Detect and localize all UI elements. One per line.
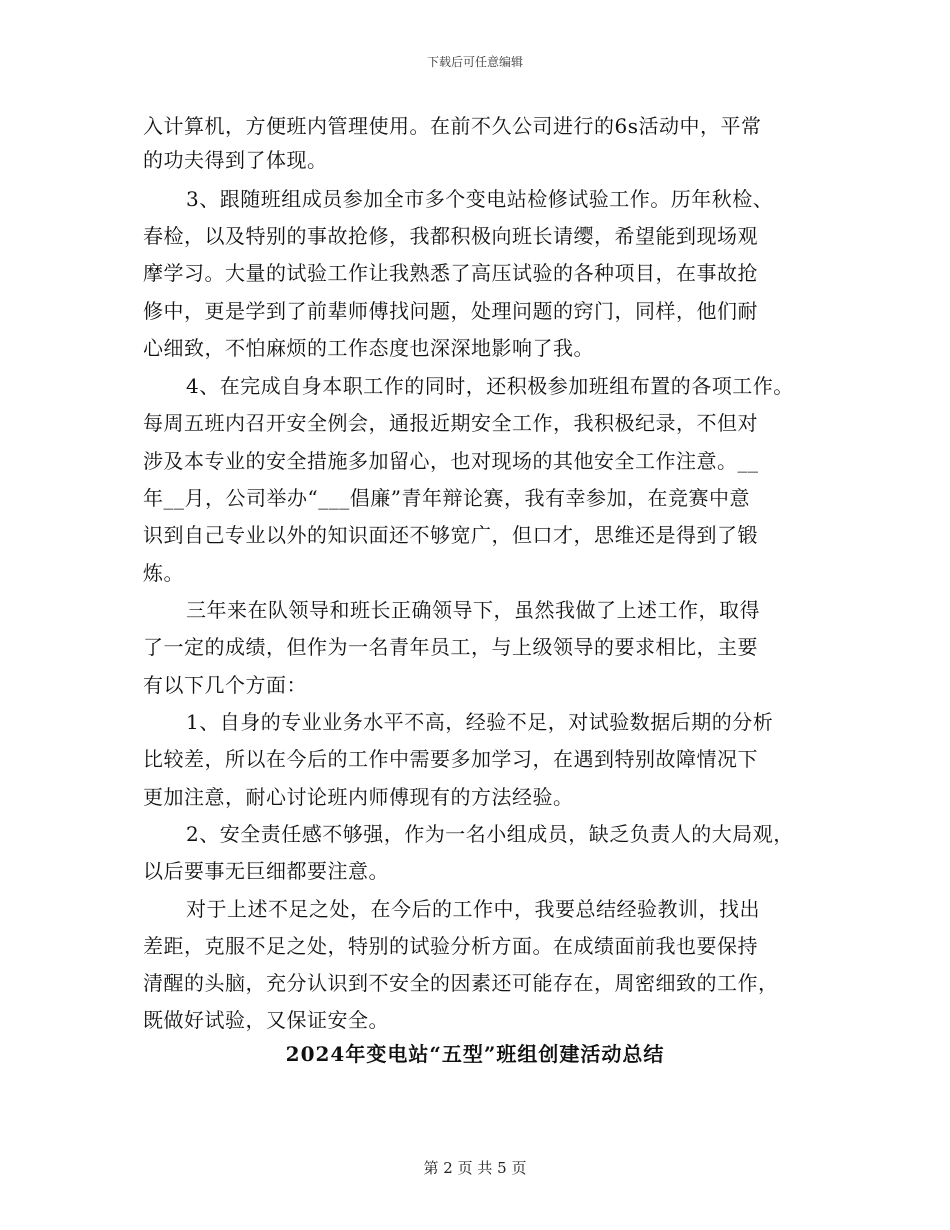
page-header: 下载后可任意编辑 [426, 55, 523, 69]
text-line: 心细致，不怕麻烦的工作态度也深深地影响了我。 [143, 336, 594, 360]
text-line: 摩学习。大量的试验工作让我熟悉了高压试验的各种项目，在事故抢 [143, 261, 758, 285]
section-title: 2024年变电站“五型”班组创建活动总结 [285, 1042, 665, 1066]
text-line: 每周五班内召开安全例会，通报近期安全工作，我积极纪录，不但对 [143, 411, 758, 435]
text-line: 了一定的成绩，但作为一名青年员工，与上级领导的要求相比，主要 [143, 635, 758, 659]
text-line: 既做好试验，又保证安全。 [143, 1008, 389, 1032]
text-line: 修中，更是学到了前辈师傅找问题，处理问题的窍门，同样，他们耐 [143, 299, 758, 323]
text-line: 识到自己专业以外的知识面还不够宽广，但口才，思维还是得到了锻 [143, 523, 758, 547]
text-line: 差距，克服不足之处，特别的试验分析方面。在成绩面前我也要保持 [143, 934, 758, 958]
text-line: 的功夫得到了体现。 [143, 148, 328, 172]
text-line: 清醒的头脑，充分认识到不安全的因素还可能存在，周密细致的工作， [143, 971, 779, 995]
text-line: 对于上述不足之处，在今后的工作中，我要总结经验教训，找出 [186, 897, 760, 921]
text-line: 有以下几个方面： [143, 673, 307, 697]
text-line: 2、安全责任感不够强，作为一名小组成员，缺乏负责人的大局观， [186, 822, 794, 846]
text-line: 以后要事无巨细都要注意。 [143, 859, 389, 883]
text-line: 4、在完成自身本职工作的同时，还积极参加班组布置的各项工作。 [186, 374, 794, 398]
text-line: 3、跟随班组成员参加全市多个变电站检修试验工作。历年秋检、 [186, 187, 774, 211]
text-line: 1、自身的专业业务水平不高，经验不足，对试验数据后期的分析 [186, 710, 774, 734]
text-line: 更加注意，耐心讨论班内师傅现有的方法经验。 [143, 785, 574, 809]
text-line: 入计算机，方便班内管理使用。在前不久公司进行的6s活动中，平常 [143, 114, 762, 138]
text-line: 炼。 [143, 561, 184, 585]
page-footer: 第 2 页 共 5 页 [423, 1159, 527, 1177]
text-line: 三年来在队领导和班长正确领导下，虽然我做了上述工作，取得 [186, 598, 760, 622]
text-line: 年__月，公司举办“___倡廉”青年辩论赛，我有幸参加，在竞赛中意 [143, 486, 750, 510]
text-line: 比较差，所以在今后的工作中需要多加学习，在遇到特别故障情况下 [143, 747, 758, 771]
text-line: 春检，以及特别的事故抢修，我都积极向班长请缨，希望能到现场观 [143, 224, 758, 248]
text-line: 涉及本专业的安全措施多加留心，也对现场的其他安全工作注意。__ [143, 449, 759, 473]
